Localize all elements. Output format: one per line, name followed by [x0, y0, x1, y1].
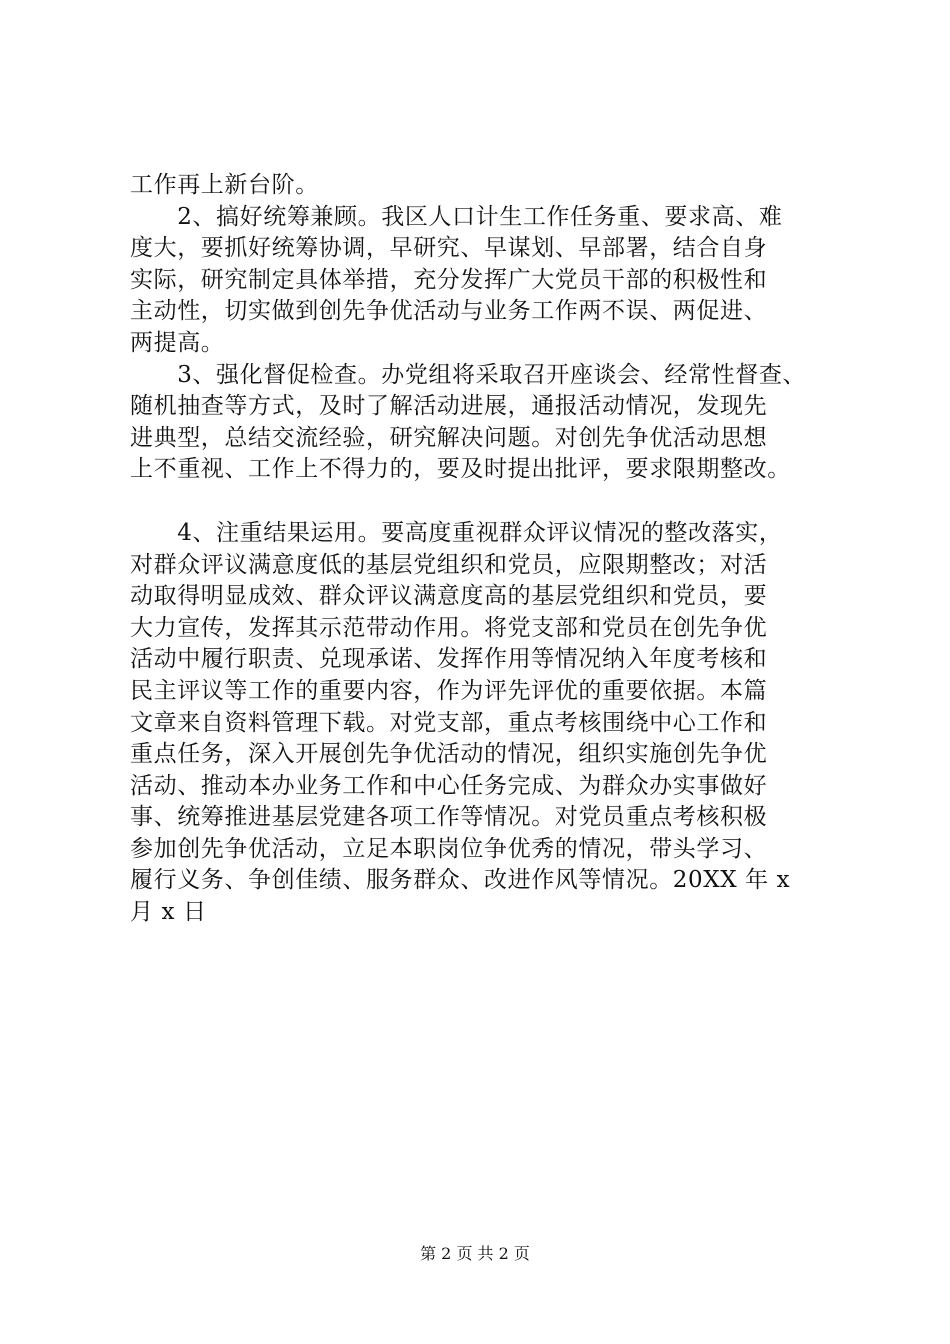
paragraph-continuation — [130, 170, 830, 202]
text-line: 工作再上新台阶。 — [130, 172, 319, 198]
text-line: 进典型，总结交流经验，研究解决问题。对创先争优活动思想 — [130, 424, 768, 451]
paragraph-item-3 — [130, 360, 830, 486]
text-line: 参加创先争优活动，立足本职岗位争优秀的情况，带头学习、 — [130, 835, 768, 862]
text-line: 随机抽查等方式，及时了解活动进展，通报活动情况，发现先 — [130, 393, 768, 420]
text-line: 实际，研究制定具体举措，充分发挥广大党员干部的积极性和 — [130, 266, 768, 293]
paragraph-spacer — [130, 486, 830, 518]
text-line: 4、注重结果运用。要高度重视群众评议情况的整改落实， — [130, 519, 783, 546]
page-number-footer: 第 2 页 共 2 页 — [420, 1244, 530, 1263]
text-line: 月 x 日 — [130, 899, 207, 926]
text-line: 主动性，切实做到创先争优活动与业务工作两不误、两促进、 — [130, 298, 768, 325]
text-line: 民主评议等工作的重要内容，作为评先评优的重要依据。本篇 — [130, 677, 768, 704]
paragraph-item-2 — [130, 202, 830, 360]
text-line: 活动、推动本办业务工作和中心任务完成、为群众办实事做好 — [130, 772, 768, 799]
text-line: 动取得明显成效、群众评议满意度高的基层党组织和党员，要 — [130, 583, 768, 610]
text-line: 事、统筹推进基层党建各项工作等情况。对党员重点考核积极 — [130, 804, 768, 831]
document-body — [130, 170, 830, 929]
text-line: 度大，要抓好统筹协调，早研究、早谋划、早部署，结合自身 — [130, 235, 768, 262]
paragraph-item-4 — [130, 518, 830, 929]
text-line: 上不重视、工作上不得力的，要及时提出批评，要求限期整改。 — [130, 456, 791, 483]
text-line: 文章来自资料管理下载。对党支部，重点考核围绕中心工作和 — [130, 709, 768, 736]
text-line: 两提高。 — [130, 329, 225, 356]
text-line: 大力宣传，发挥其示范带动作用。将党支部和党员在创先争优 — [130, 614, 768, 641]
text-line: 履行义务、争创佳绩、服务群众、改进作风等情况。20XX 年 x — [130, 867, 791, 894]
text-line: 3、强化督促检查。办党组将采取召开座谈会、经常性督查、 — [130, 361, 807, 388]
text-line: 活动中履行职责、兑现承诺、发挥作用等情况纳入年度考核和 — [130, 646, 768, 673]
text-line: 重点任务，深入开展创先争优活动的情况，组织实施创先争优 — [130, 741, 768, 768]
text-line: 对群众评议满意度低的基层党组织和党员，应限期整改；对活 — [130, 551, 768, 578]
text-line: 2、搞好统筹兼顾。我区人口计生工作任务重、要求高、难 — [130, 203, 783, 230]
